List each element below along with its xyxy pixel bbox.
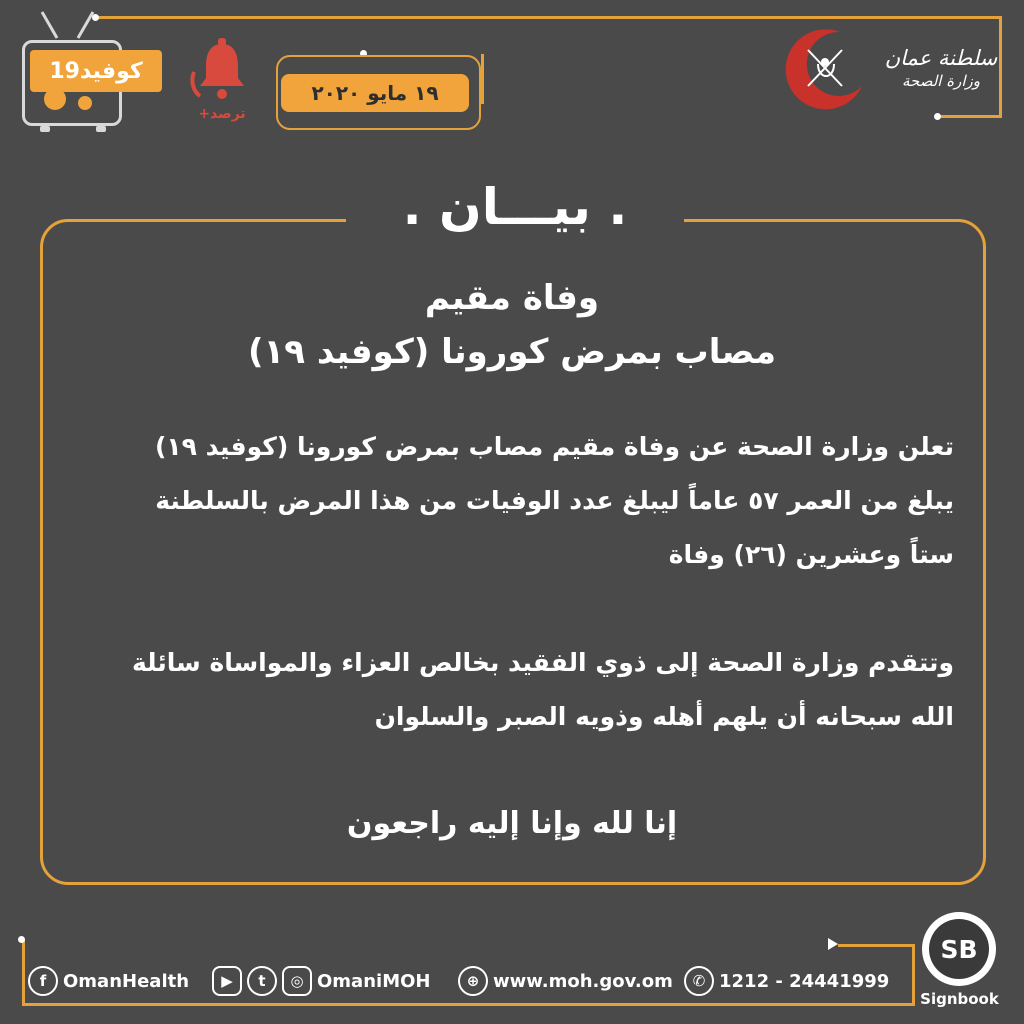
instagram-icon: ◎ [282,966,312,996]
title-line-2: مصاب بمرض كورونا (كوفيد ١٩) [247,332,777,372]
bottom-frame-line [22,1003,914,1006]
frame-dot [934,113,941,120]
footer-social[interactable] [212,964,430,998]
signbook-logo [922,912,996,986]
frame-dot [18,936,25,943]
body-line-3: ستاً وعشرين (٢٦) وفاة [668,540,954,569]
virus-icon [78,96,92,110]
footer-facebook[interactable] [28,964,189,998]
date-badge: ١٩ مايو ٢٠٢٠ [281,74,469,112]
bottom-right-connector [838,944,915,947]
signbook-label: Signbook [920,990,999,1008]
footer-website[interactable] [458,964,673,998]
ministry-emblem-icon [778,24,868,114]
body-line-2: يبلغ من العمر ٥٧ عاماً ليبلغ عدد الوفيات من هذا المرض بالسلطنة [155,486,954,515]
signbook-badge: SB [929,919,989,979]
top-frame-line [96,16,1002,19]
frame-dot [92,14,99,21]
bell-caption: ترصد+ [198,106,246,122]
tv-antenna-left [41,11,59,38]
globe-icon: ⊕ [458,966,488,996]
condolence-line-2: الله سبحانه أن يلهم أهله وذويه الصبر والسلوان [374,702,954,731]
phone-icon: ✆ [684,966,714,996]
logo-line-2: وزارة الصحة [902,72,980,90]
condolence-line-1: وتتقدم وزارة الصحة إلى ذوي الفقيد بخالص العزاء والمواساة سائلة [132,648,954,677]
logo-underline [940,115,1002,118]
closing-phrase: إنا لله وإنا إليه راجعون [346,806,678,841]
logo-line-1: سلطنة عمان [884,46,998,70]
covid19-tag: كوفيد19 [30,50,162,92]
footer-phone[interactable] [684,964,889,998]
announcement-heading: . بيـــان . [402,178,628,236]
tv-foot [96,126,106,132]
ministry-logo-text [866,46,1016,90]
virus-icon [44,88,66,110]
body-line-1: تعلن وزارة الصحة عن وفاة مقيم مصاب بمرض كورونا (كوفيد ١٩) [154,432,954,461]
tv-antenna-right [77,11,95,38]
tv-foot [40,126,50,132]
play-triangle-icon [828,938,838,950]
alert-bell-icon [186,36,258,128]
website-url: www.moh.gov.om [493,970,673,992]
facebook-handle: OmanHealth [63,970,190,992]
facebook-icon: f [28,966,58,996]
title-line-1: وفاة مقيم [424,278,600,318]
social-handle: OmaniMOH [317,970,431,992]
youtube-icon: ▶ [212,966,242,996]
twitter-icon: t [247,966,277,996]
logo-side-line [999,86,1002,118]
bottom-left-frame-line [22,940,25,1006]
date-connector-line [481,54,484,104]
phone-number: 1212 - 24441999 [719,970,890,992]
